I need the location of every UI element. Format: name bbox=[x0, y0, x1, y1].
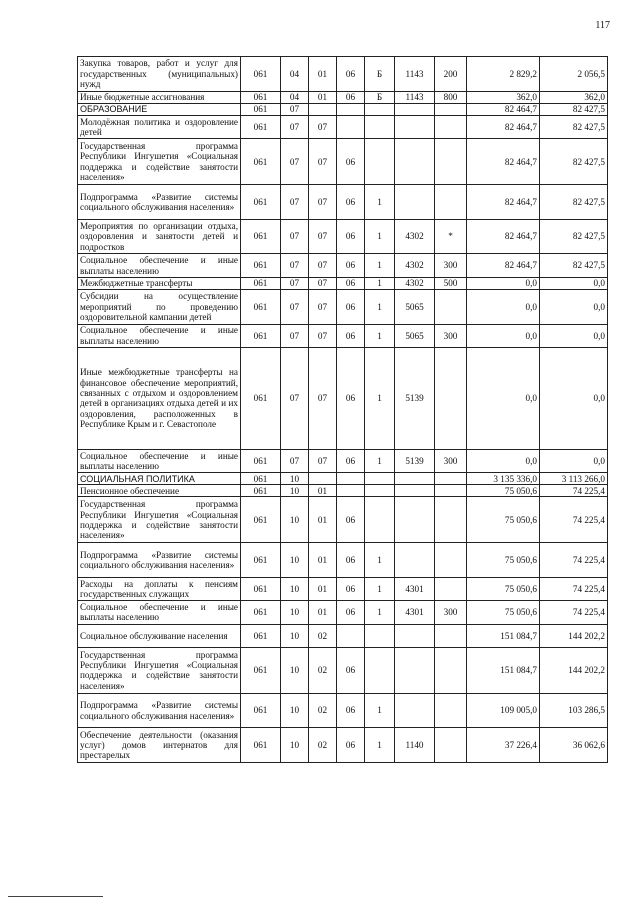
row-name: СОЦИАЛЬНАЯ ПОЛИТИКА bbox=[78, 473, 241, 485]
code-expense-type bbox=[435, 648, 467, 694]
code-subprogram: 1 bbox=[365, 324, 395, 347]
code-expense-type: 200 bbox=[435, 57, 467, 92]
code-ministry: 061 bbox=[241, 219, 281, 254]
code-expense-type: 300 bbox=[435, 254, 467, 277]
code-subprogram: Б bbox=[365, 57, 395, 92]
code-target: 5139 bbox=[395, 347, 435, 449]
code-subsection: 01 bbox=[309, 91, 337, 103]
row-name: Иные бюджетные ассигнования bbox=[78, 91, 241, 103]
code-subsection bbox=[309, 103, 337, 115]
row-name: Государственная программа Республики Ингушетия «Социальная поддержка и содействие занятости населения» bbox=[78, 497, 241, 543]
code-ministry: 061 bbox=[241, 185, 281, 220]
row-name: Мероприятия по организации отдыха, оздоровления и занятости детей и подростков bbox=[78, 219, 241, 254]
amount-planned: 362,0 bbox=[467, 91, 540, 103]
amount-executed: 82 427,5 bbox=[540, 185, 608, 220]
code-expense-type: 300 bbox=[435, 601, 467, 624]
code-section: 10 bbox=[281, 497, 309, 543]
code-target: 1140 bbox=[395, 728, 435, 763]
table-row bbox=[78, 577, 608, 600]
amount-executed: 74 225,4 bbox=[540, 543, 608, 578]
code-subprogram: 1 bbox=[365, 543, 395, 578]
code-subsection: 07 bbox=[309, 254, 337, 277]
amount-executed: 3 113 266,0 bbox=[540, 473, 608, 485]
code-subprogram: 1 bbox=[365, 577, 395, 600]
code-section: 10 bbox=[281, 693, 309, 728]
code-program: 06 bbox=[337, 324, 365, 347]
code-expense-type: 300 bbox=[435, 324, 467, 347]
row-name: Социальное обеспечение и иные выплаты населению bbox=[78, 449, 241, 472]
table-row bbox=[78, 693, 608, 728]
code-program bbox=[337, 485, 365, 497]
code-program: 06 bbox=[337, 219, 365, 254]
code-program: 06 bbox=[337, 185, 365, 220]
amount-planned: 75 050,6 bbox=[467, 577, 540, 600]
code-ministry: 061 bbox=[241, 103, 281, 115]
code-program: 06 bbox=[337, 347, 365, 449]
code-subsection: 07 bbox=[309, 219, 337, 254]
amount-planned: 82 464,7 bbox=[467, 219, 540, 254]
code-section: 07 bbox=[281, 347, 309, 449]
code-section: 04 bbox=[281, 57, 309, 92]
code-expense-type bbox=[435, 577, 467, 600]
code-subsection: 02 bbox=[309, 693, 337, 728]
row-name: Социальное обеспечение и иные выплаты населению bbox=[78, 254, 241, 277]
code-subprogram: 1 bbox=[365, 277, 395, 289]
code-expense-type bbox=[435, 139, 467, 185]
code-expense-type bbox=[435, 115, 467, 138]
code-expense-type bbox=[435, 485, 467, 497]
amount-planned: 109 005,0 bbox=[467, 693, 540, 728]
row-name: Иные межбюджетные трансферты на финансовое обеспечение мероприятий, связанных с отдыхом и оздоровлением детей в организациях отдыха детей и их оздоровления, расположенных в Республике Крым и г. Севастополе bbox=[78, 347, 241, 449]
row-name: Пенсионное обеспечение bbox=[78, 485, 241, 497]
amount-executed: 0,0 bbox=[540, 324, 608, 347]
table-row bbox=[78, 473, 608, 485]
code-section: 10 bbox=[281, 485, 309, 497]
amount-executed: 103 286,5 bbox=[540, 693, 608, 728]
code-target: 4301 bbox=[395, 577, 435, 600]
code-expense-type bbox=[435, 185, 467, 220]
code-target bbox=[395, 185, 435, 220]
footer-rule bbox=[8, 896, 103, 897]
code-section: 10 bbox=[281, 601, 309, 624]
code-subprogram: 1 bbox=[365, 449, 395, 472]
code-section: 07 bbox=[281, 449, 309, 472]
code-program: 06 bbox=[337, 254, 365, 277]
code-subsection: 07 bbox=[309, 139, 337, 185]
code-expense-type: 300 bbox=[435, 449, 467, 472]
amount-planned: 82 464,7 bbox=[467, 139, 540, 185]
amount-executed: 82 427,5 bbox=[540, 219, 608, 254]
code-ministry: 061 bbox=[241, 324, 281, 347]
amount-planned: 82 464,7 bbox=[467, 185, 540, 220]
row-name: Государственная программа Республики Ингушетия «Социальная поддержка и содействие занятости населения» bbox=[78, 139, 241, 185]
amount-planned: 75 050,6 bbox=[467, 601, 540, 624]
code-section: 10 bbox=[281, 543, 309, 578]
code-ministry: 061 bbox=[241, 648, 281, 694]
code-ministry: 061 bbox=[241, 693, 281, 728]
amount-executed: 82 427,5 bbox=[540, 103, 608, 115]
code-target: 5065 bbox=[395, 324, 435, 347]
code-subsection: 01 bbox=[309, 543, 337, 578]
amount-planned: 82 464,7 bbox=[467, 103, 540, 115]
amount-executed: 2 056,5 bbox=[540, 57, 608, 92]
code-expense-type bbox=[435, 497, 467, 543]
code-subsection: 01 bbox=[309, 485, 337, 497]
amount-executed: 74 225,4 bbox=[540, 485, 608, 497]
code-subprogram: 1 bbox=[365, 693, 395, 728]
amount-executed: 362,0 bbox=[540, 91, 608, 103]
code-section: 07 bbox=[281, 185, 309, 220]
code-section: 07 bbox=[281, 277, 309, 289]
code-subsection: 07 bbox=[309, 324, 337, 347]
code-target: 4302 bbox=[395, 254, 435, 277]
code-expense-type bbox=[435, 473, 467, 485]
code-subprogram: Б bbox=[365, 91, 395, 103]
amount-planned: 2 829,2 bbox=[467, 57, 540, 92]
code-expense-type bbox=[435, 728, 467, 763]
code-section: 07 bbox=[281, 289, 309, 324]
code-ministry: 061 bbox=[241, 485, 281, 497]
code-program: 06 bbox=[337, 693, 365, 728]
amount-executed: 0,0 bbox=[540, 347, 608, 449]
code-section: 07 bbox=[281, 115, 309, 138]
code-target: 4302 bbox=[395, 277, 435, 289]
table-row bbox=[78, 277, 608, 289]
code-expense-type bbox=[435, 624, 467, 647]
row-name: Межбюджетные трансферты bbox=[78, 277, 241, 289]
amount-planned: 0,0 bbox=[467, 289, 540, 324]
table-row bbox=[78, 648, 608, 694]
code-ministry: 061 bbox=[241, 577, 281, 600]
table-row bbox=[78, 601, 608, 624]
code-program: 06 bbox=[337, 449, 365, 472]
code-subprogram: 1 bbox=[365, 601, 395, 624]
table-row bbox=[78, 139, 608, 185]
amount-executed: 82 427,5 bbox=[540, 254, 608, 277]
code-subsection: 07 bbox=[309, 277, 337, 289]
code-ministry: 061 bbox=[241, 57, 281, 92]
table-row bbox=[78, 449, 608, 472]
table-row bbox=[78, 103, 608, 115]
amount-planned: 151 084,7 bbox=[467, 648, 540, 694]
code-program: 06 bbox=[337, 577, 365, 600]
code-section: 07 bbox=[281, 324, 309, 347]
amount-executed: 0,0 bbox=[540, 449, 608, 472]
row-name: Расходы на доплаты к пенсиям государственных служащих bbox=[78, 577, 241, 600]
amount-executed: 144 202,2 bbox=[540, 624, 608, 647]
code-target: 1143 bbox=[395, 91, 435, 103]
code-section: 04 bbox=[281, 91, 309, 103]
code-target: 4302 bbox=[395, 219, 435, 254]
amount-executed: 74 225,4 bbox=[540, 601, 608, 624]
amount-planned: 82 464,7 bbox=[467, 254, 540, 277]
code-subprogram: 1 bbox=[365, 185, 395, 220]
amount-planned: 75 050,6 bbox=[467, 543, 540, 578]
table-row bbox=[78, 728, 608, 763]
row-name: ОБРАЗОВАНИЕ bbox=[78, 103, 241, 115]
code-subsection: 02 bbox=[309, 728, 337, 763]
code-target bbox=[395, 103, 435, 115]
code-subsection: 07 bbox=[309, 449, 337, 472]
code-expense-type bbox=[435, 543, 467, 578]
code-subprogram: 1 bbox=[365, 728, 395, 763]
code-section: 10 bbox=[281, 728, 309, 763]
code-ministry: 061 bbox=[241, 473, 281, 485]
code-section: 10 bbox=[281, 624, 309, 647]
page-number: 117 bbox=[595, 20, 610, 31]
code-program bbox=[337, 473, 365, 485]
table-row bbox=[78, 347, 608, 449]
code-expense-type: 500 bbox=[435, 277, 467, 289]
row-name: Закупка товаров, работ и услуг для государственных (муниципальных) нужд bbox=[78, 57, 241, 92]
row-name: Социальное обслуживание населения bbox=[78, 624, 241, 647]
code-ministry: 061 bbox=[241, 139, 281, 185]
amount-executed: 0,0 bbox=[540, 289, 608, 324]
amount-executed: 0,0 bbox=[540, 277, 608, 289]
code-subprogram bbox=[365, 648, 395, 694]
amount-planned: 0,0 bbox=[467, 324, 540, 347]
code-expense-type bbox=[435, 103, 467, 115]
code-target bbox=[395, 115, 435, 138]
table-row bbox=[78, 115, 608, 138]
code-section: 10 bbox=[281, 577, 309, 600]
code-subsection: 02 bbox=[309, 648, 337, 694]
code-target bbox=[395, 648, 435, 694]
code-target bbox=[395, 624, 435, 647]
amount-executed: 82 427,5 bbox=[540, 115, 608, 138]
code-section: 07 bbox=[281, 139, 309, 185]
amount-planned: 0,0 bbox=[467, 277, 540, 289]
code-expense-type: 800 bbox=[435, 91, 467, 103]
budget-table bbox=[77, 56, 608, 763]
amount-planned: 151 084,7 bbox=[467, 624, 540, 647]
row-name: Социальное обеспечение и иные выплаты населению bbox=[78, 601, 241, 624]
row-name: Государственная программа Республики Ингушетия «Социальная поддержка и содействие занятости населения» bbox=[78, 648, 241, 694]
code-target: 5065 bbox=[395, 289, 435, 324]
code-subprogram bbox=[365, 485, 395, 497]
code-subprogram: 1 bbox=[365, 289, 395, 324]
table-row bbox=[78, 543, 608, 578]
code-target bbox=[395, 139, 435, 185]
code-program: 06 bbox=[337, 277, 365, 289]
code-target bbox=[395, 497, 435, 543]
code-expense-type bbox=[435, 289, 467, 324]
code-program: 06 bbox=[337, 289, 365, 324]
code-ministry: 061 bbox=[241, 91, 281, 103]
row-name: Обеспечение деятельности (оказания услуг) домов интернатов для престарелых bbox=[78, 728, 241, 763]
code-target: 5139 bbox=[395, 449, 435, 472]
code-ministry: 061 bbox=[241, 254, 281, 277]
amount-executed: 74 225,4 bbox=[540, 497, 608, 543]
row-name: Молодёжная политика и оздоровление детей bbox=[78, 115, 241, 138]
code-subprogram bbox=[365, 139, 395, 185]
code-program: 06 bbox=[337, 728, 365, 763]
code-ministry: 061 bbox=[241, 728, 281, 763]
code-program: 06 bbox=[337, 57, 365, 92]
amount-executed: 36 062,6 bbox=[540, 728, 608, 763]
code-ministry: 061 bbox=[241, 289, 281, 324]
code-section: 10 bbox=[281, 648, 309, 694]
code-expense-type: * bbox=[435, 219, 467, 254]
code-section: 07 bbox=[281, 103, 309, 115]
code-program: 06 bbox=[337, 648, 365, 694]
table-row bbox=[78, 254, 608, 277]
code-subprogram bbox=[365, 115, 395, 138]
code-program bbox=[337, 103, 365, 115]
row-name: Социальное обеспечение и иные выплаты населению bbox=[78, 324, 241, 347]
amount-planned: 82 464,7 bbox=[467, 115, 540, 138]
code-section: 10 bbox=[281, 473, 309, 485]
table-row bbox=[78, 324, 608, 347]
amount-planned: 3 135 336,0 bbox=[467, 473, 540, 485]
code-subprogram bbox=[365, 103, 395, 115]
code-subsection: 07 bbox=[309, 289, 337, 324]
amount-executed: 74 225,4 bbox=[540, 577, 608, 600]
amount-planned: 0,0 bbox=[467, 347, 540, 449]
row-name: Субсидии на осуществление мероприятий по проведению оздоровительной кампании детей bbox=[78, 289, 241, 324]
amount-planned: 75 050,6 bbox=[467, 497, 540, 543]
table-body bbox=[78, 57, 608, 763]
code-subsection: 01 bbox=[309, 497, 337, 543]
code-target: 4301 bbox=[395, 601, 435, 624]
code-ministry: 061 bbox=[241, 497, 281, 543]
amount-executed: 82 427,5 bbox=[540, 139, 608, 185]
code-subsection bbox=[309, 473, 337, 485]
row-name: Подпрограмма «Развитие системы социального обслуживания населения» bbox=[78, 543, 241, 578]
amount-planned: 75 050,6 bbox=[467, 485, 540, 497]
code-subprogram bbox=[365, 624, 395, 647]
code-section: 07 bbox=[281, 219, 309, 254]
code-target: 1143 bbox=[395, 57, 435, 92]
code-ministry: 061 bbox=[241, 601, 281, 624]
code-ministry: 061 bbox=[241, 449, 281, 472]
table-row bbox=[78, 219, 608, 254]
code-subprogram bbox=[365, 473, 395, 485]
code-program: 06 bbox=[337, 139, 365, 185]
code-ministry: 061 bbox=[241, 543, 281, 578]
row-name: Подпрограмма «Развитие системы социального обслуживания населения» bbox=[78, 693, 241, 728]
code-expense-type bbox=[435, 347, 467, 449]
row-name: Подпрограмма «Развитие системы социального обслуживания населения» bbox=[78, 185, 241, 220]
code-program: 06 bbox=[337, 497, 365, 543]
code-subsection: 07 bbox=[309, 347, 337, 449]
table-row bbox=[78, 497, 608, 543]
code-target bbox=[395, 485, 435, 497]
code-subsection: 01 bbox=[309, 577, 337, 600]
table-row bbox=[78, 91, 608, 103]
code-subprogram bbox=[365, 497, 395, 543]
amount-planned: 37 226,4 bbox=[467, 728, 540, 763]
table-row bbox=[78, 57, 608, 92]
code-program: 06 bbox=[337, 601, 365, 624]
code-subprogram: 1 bbox=[365, 347, 395, 449]
table-row bbox=[78, 624, 608, 647]
code-ministry: 061 bbox=[241, 347, 281, 449]
code-target bbox=[395, 693, 435, 728]
code-program bbox=[337, 624, 365, 647]
code-subsection: 07 bbox=[309, 185, 337, 220]
code-program: 06 bbox=[337, 91, 365, 103]
code-program: 06 bbox=[337, 543, 365, 578]
table-row bbox=[78, 485, 608, 497]
code-expense-type bbox=[435, 693, 467, 728]
table-row bbox=[78, 185, 608, 220]
code-program bbox=[337, 115, 365, 138]
amount-executed: 144 202,2 bbox=[540, 648, 608, 694]
amount-planned: 0,0 bbox=[467, 449, 540, 472]
table-row bbox=[78, 289, 608, 324]
code-subsection: 07 bbox=[309, 115, 337, 138]
code-target bbox=[395, 473, 435, 485]
code-subsection: 01 bbox=[309, 601, 337, 624]
code-target bbox=[395, 543, 435, 578]
code-subprogram: 1 bbox=[365, 254, 395, 277]
code-subprogram: 1 bbox=[365, 219, 395, 254]
code-ministry: 061 bbox=[241, 277, 281, 289]
code-subsection: 01 bbox=[309, 57, 337, 92]
code-ministry: 061 bbox=[241, 115, 281, 138]
code-ministry: 061 bbox=[241, 624, 281, 647]
code-subsection: 02 bbox=[309, 624, 337, 647]
code-section: 07 bbox=[281, 254, 309, 277]
